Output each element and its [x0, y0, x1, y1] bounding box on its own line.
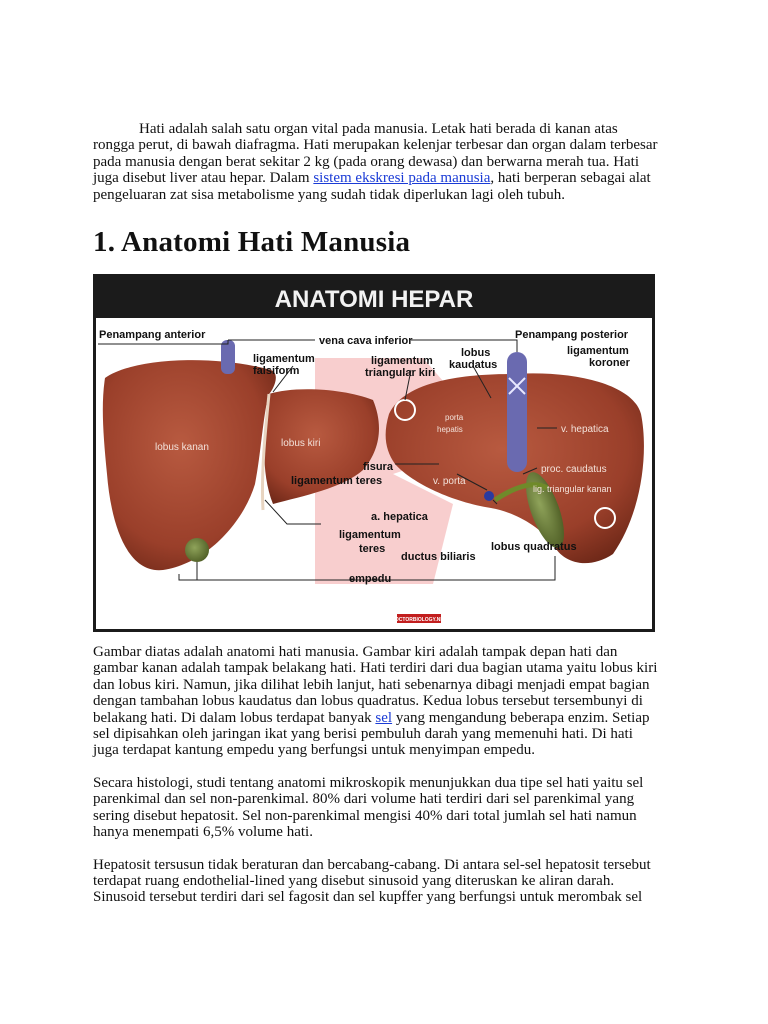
label-empedu: empedu: [349, 573, 392, 586]
link-sistem-ekskresi[interactable]: sistem ekskresi pada manusia: [313, 170, 491, 187]
anatomy-figure: [93, 274, 655, 632]
liver-diagram: [93, 274, 655, 632]
label-porta-1: porta: [445, 413, 464, 423]
label-lig-koroner-2: koroner: [589, 357, 630, 370]
link-sel[interactable]: sel: [375, 709, 393, 726]
label-lobus-kiri: lobus kiri: [281, 438, 321, 450]
label-lig-teres-1: ligamentum: [339, 529, 401, 542]
label-vena-cava: vena cava inferior: [319, 335, 413, 348]
paragraph-histology: Secara histologi, studi tentang anatomi mikroskopik menunjukkan dua tipe sel hati yaitu sel parenkimal dan sel non-parenkimal. 80% dari volume hati terdiri dari sel parenkimal yang sering disebut hepatosit. Sel non-parenkimal mengisi 40% dari total jumlah sel hati namun hanya menempati 6,5% volume hati.: [93, 774, 644, 841]
gallbladder-anterior: [185, 538, 209, 562]
label-lig-falsiform-2: falsiform: [253, 365, 300, 378]
figure-title: ANATOMI HEPAR: [274, 286, 474, 314]
vena-cava-posterior: [507, 352, 527, 472]
label-lobus-quadratus: lobus quadratus: [491, 541, 577, 554]
label-v-hepatica: v. hepatica: [561, 424, 609, 436]
label-anterior: Penampang anterior: [99, 329, 206, 342]
label-lig-teres-long: ligamentum teres: [291, 475, 383, 488]
label-porta-2: hepatis: [437, 425, 463, 435]
vena-cava-anterior: [221, 340, 235, 374]
label-ductus: ductus biliaris: [401, 551, 476, 564]
label-lobus-kaudatus-2: kaudatus: [449, 359, 498, 372]
label-posterior: Penampang posterior: [515, 329, 629, 342]
intro-paragraph: Hati adalah salah satu organ vital pada manusia. Letak hati berada di kanan atas rongga perut, di bawah diafragma. Hati merupakan kelenjar terbesar dan organ dalam terbesar pada manusia dengan berat sekitar 2 kg (pada orang dewasa) dan berwarna merah tua. Hati juga disebut liver atau hepar. Dalam sistem ekskresi pada manusia, hati berperan sebagai alat pengeluaran zat sisa metabolisme yang sudah tidak diperlukan lagi oleh tubuh.: [93, 121, 658, 203]
label-v-porta: v. porta: [433, 476, 466, 488]
label-a-hepatica: a. hepatica: [371, 511, 428, 524]
label-lig-falsiform-1: ligamentum: [253, 353, 315, 366]
paragraph-hepatocyte: Hepatosit tersusun tidak beraturan dan bercabang-cabang. Di antara sel-sel hepatosit tersebut terdapat ruang endothelial-lined yang disebut sinusoid yang diteruskan ke aliran darah. Sinusoid tersebut terdiri dari sel fagosit dan sel kupffer yang berfungsi untuk merombak sel: [93, 856, 651, 906]
label-lobus-kaudatus-1: lobus: [461, 347, 491, 360]
label-lig-koroner-1: ligamentum: [567, 345, 629, 358]
section-heading: 1. Anatomi Hati Manusia: [93, 226, 411, 259]
label-lig-triangular-2: triangular kiri: [365, 367, 436, 380]
label-lig-triangular-kanan: lig. triangular kanan: [533, 484, 612, 495]
label-lig-triangular-1: ligamentum: [371, 355, 433, 368]
label-fisura: fisura: [363, 461, 393, 474]
document-page: [93, 121, 661, 906]
label-lig-teres-2: teres: [359, 543, 386, 556]
label-lobus-kanan: lobus kanan: [155, 442, 209, 454]
paragraph-anatomy: Gambar diatas adalah anatomi hati manusia. Gambar kiri adalah tampak depan hati dan gambar kanan adalah tampak belakang hati. Hati terdiri dari dua bagian utama yaitu lobus kiri dan lobus kiri. Namun, jika dilihat lebih lanjut, hati sebenarnya dibagi menjadi empat bagian dengan tambahan lobus kaudatus dan lobus quadratus. Kedua lobus tersebut tersembunyi di belakang hati. Di dalam lobus terdapat banyak sel yang mengandung beberapa enzim. Setiap sel dipisahkan oleh jaringan ikat yang berisi pembuluh darah yang memenuhi hati. Di hati juga terdapat kantung empedu yang berfungsi untuk menyimpan empedu.: [93, 644, 658, 759]
watermark-text: DOCTORBIOLOGY.NET: [391, 617, 447, 624]
label-proc-caudatus: proc. caudatus: [541, 464, 607, 476]
